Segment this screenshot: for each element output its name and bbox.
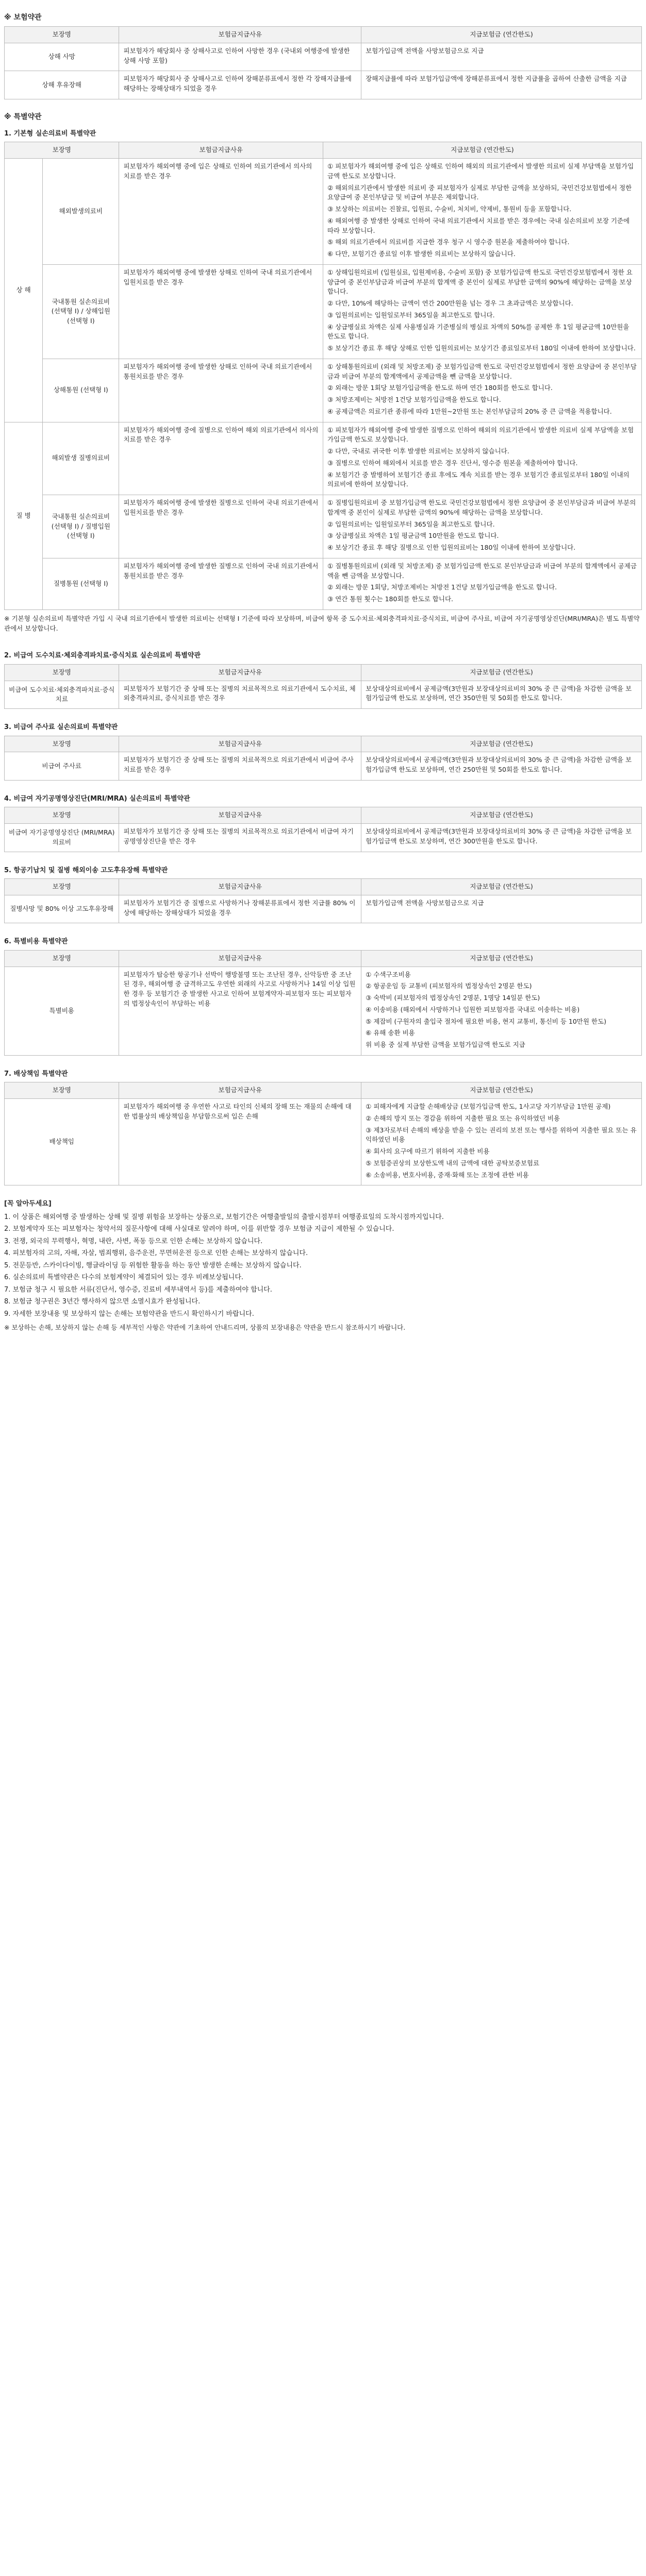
subsection-title: 7. 배상책임 특별약관 <box>4 1070 68 1078</box>
column-header: 지급보험금 (연간한도) <box>361 27 642 43</box>
column-header: 보장명 <box>5 807 119 824</box>
cell-line: 피보험자가 해외여행 중에 발생한 질병으로 인하여 국내 의료기관에서 통원치료를 받은 경우 <box>123 562 319 580</box>
cell-line: ④ 이송비용 (해외에서 사망하거나 입원한 피보험자를 국내로 이송하는 비용) <box>366 1005 580 1013</box>
table-row <box>5 43 642 71</box>
subsection-table <box>4 664 642 709</box>
table-row <box>5 159 642 265</box>
spacer <box>4 637 642 645</box>
cell-line: ⑥ 다만, 보험기간 종료일 이후 발생한 의료비는 보상하지 않습니다. <box>327 250 516 258</box>
cell-line: ③ 보상하는 의료비는 진찰료, 입원료, 수술비, 처치비, 약제비, 통원비 등을 포함합니다. <box>327 205 572 213</box>
table-row <box>5 895 642 923</box>
table-cell <box>119 43 361 71</box>
cell-line: ③ 연간 통원 횟수는 180회를 한도로 합니다. <box>327 595 453 603</box>
table-row <box>5 1099 642 1185</box>
cell-line: ③ 입원의료비는 입원일로부터 365일을 최고한도로 합니다. <box>327 311 495 319</box>
column-header: 보험금지급사유 <box>119 807 361 824</box>
cell-line: ④ 보상기간 종료 후 해당 질병으로 인한 입원의료비는 180일 이내에 한하여 보상합니다. <box>327 544 576 551</box>
table-cell: 상해 사망 <box>5 43 119 71</box>
column-header: 지급보험금 (연간한도) <box>361 736 642 752</box>
column-header: 지급보험금 (연간한도) <box>361 1082 642 1099</box>
table-row <box>5 71 642 99</box>
cell-line: 보험가입금액 전액을 사망보험금으로 지급 <box>366 899 484 907</box>
end-note: ※ 보상하는 손해, 보상하지 않는 손해 등 세부적인 사항은 약관에 기초하여 안내드리며, 상품의 보장내용은 약관을 반드시 참조하시기 바랍니다. <box>4 1324 406 1332</box>
benefit-section-title: ※ 보험약관 <box>4 13 42 22</box>
table-header-row <box>5 807 642 824</box>
column-header: 지급보험금 (연간한도) <box>361 807 642 824</box>
table-cell <box>119 71 361 99</box>
subsection-title: 2. 비급여 도수치료·체외충격파치료·증식치료 실손의료비 특별약관 <box>4 652 201 660</box>
cell-line: ④ 회사의 요구에 따르기 위하여 지출한 비용 <box>366 1147 490 1155</box>
table-row <box>5 681 642 709</box>
table-cell: 질병사망 및 80% 이상 고도후유장해 <box>5 895 119 923</box>
cell-line: ② 외래는 방문 1회당 보험가입금액을 한도로 하며 연간 180회를 한도로 합니다. <box>327 384 553 392</box>
cell-line: ⑤ 보험증권상의 보상한도액 내의 금액에 대한 공탁보증보험료 <box>366 1159 540 1167</box>
table-header-row <box>5 142 642 159</box>
coverage-name: 질병통원 (선택형 I) <box>43 558 119 609</box>
column-header: 보험금지급사유 <box>119 142 323 159</box>
table-row <box>5 824 642 852</box>
cell-line: 보상대상의료비에서 공제금액(3만원과 보장대상의료비의 30% 중 큰 금액)을 차감한 금액을 보험가입금액 한도로 보상하며, 연간 250만원 및 50회를 한도로 합니다. <box>366 756 632 773</box>
reason-cell <box>119 495 323 558</box>
cell-line: 피보험자가 해외여행 중에 발생한 상해로 인하여 국내 의료기관에서 통원치료를 받은 경우 <box>123 362 312 380</box>
cell-line: ① 상해통원의료비 (외래 및 처방조제) 중 보험가입금액 한도로 국민건강보험법에서 정한 요양급여 중 본인부담금과 비급여 부분의 합계액에서 공제금액을 뺀 금액을 보상합니다. <box>327 362 637 380</box>
table-cell: 비급여 자기공명영상진단 (MRI/MRA) 의료비 <box>5 824 119 852</box>
cell-line: ⑤ 해외 의료기관에서 의료비를 지급한 경우 청구 시 영수증 원본을 제출하여야 합니다. <box>327 238 570 246</box>
table-row <box>5 422 642 495</box>
column-header: 지급보험금 (연간한도) <box>323 142 641 159</box>
cell-line: 피보험자가 해당회사 중 상해사고로 인하여 사망한 경우 (국내외 여행중에 발생한 상해 사망 포함) <box>123 46 350 64</box>
payment-cell <box>323 359 641 422</box>
footnote-item: 6. 실손의료비 특별약관은 다수의 보험계약이 체결되어 있는 경우 비례보상됩니다. <box>4 1274 244 1282</box>
table-cell: 특별비용 <box>5 967 119 1055</box>
benefit-table <box>4 26 642 99</box>
footnote-list <box>4 1212 642 1319</box>
footnote-item: 3. 전쟁, 외국의 무력행사, 혁명, 내란, 사변, 폭동 등으로 인한 손해는 보상하지 않습니다. <box>4 1237 263 1245</box>
coverage-name: 해외발생 질병의료비 <box>43 422 119 495</box>
table-cell <box>361 752 642 781</box>
cell-line: ① 피보험자가 해외여행 중에 입은 상해로 인하여 해외의 의료기관에서 발생한 의료비 실제 부담액을 보험가입금액 한도로 보상합니다. <box>327 162 634 180</box>
table-header-row <box>5 1082 642 1099</box>
cell-line: ② 입원의료비는 입원일로부터 365일을 최고한도로 합니다. <box>327 520 495 528</box>
footnote-item: 7. 보험금 청구 시 필요한 서류(진단서, 영수증, 진료비 세부내역서 등)를 제출하여야 합니다. <box>4 1285 272 1294</box>
special-basic-table <box>4 142 642 610</box>
reason-cell <box>119 558 323 609</box>
cell-line: ⑥ 소송비용, 변호사비용, 중재·화해 또는 조정에 관한 비용 <box>366 1171 529 1179</box>
payment-cell <box>323 558 641 609</box>
cell-line: 보험가입금액 전액을 사망보험금으로 지급 <box>366 46 484 55</box>
table-cell: 상해 후유장해 <box>5 71 119 99</box>
cell-line: ① 질병입원의료비 중 보험가입금액 한도로 국민건강보험법에서 정한 요양급여 중 본인부담금과 비급여 부분의 합계액 중 본인이 실제로 부담한 금액의 90%에 해당하는 금액을 보상합니다. <box>327 499 636 516</box>
spacer <box>4 923 642 930</box>
table-cell <box>361 967 642 1055</box>
cell-line: ① 상해입원의료비 (입원실료, 입원제비용, 수술비 포함) 중 보험가입금액 한도로 국민건강보험법에서 정한 요양급여 중 본인부담금과 비급여 부분의 합계액 중 본인이 실제로 부담한 금액의 90%에 해당하는 금액을 보상합니다. <box>327 268 633 296</box>
cell-line: 보상대상의료비에서 공제금액(3만원과 보장대상의료비의 30% 중 큰 금액)을 차감한 금액을 보험가입금액 한도로 보상하며, 연간 350만원 및 50회를 한도로 합니다. <box>366 684 632 702</box>
table-header-row <box>5 27 642 43</box>
cell-line: ① 피해자에게 지급할 손해배상금 (보험가입금액 한도, 1사고당 자기부담금 1만원 공제) <box>366 1103 611 1110</box>
table-cell <box>119 824 361 852</box>
cell-line: ① 수색구조비용 <box>366 970 411 978</box>
table-row <box>5 359 642 422</box>
table-row <box>5 558 642 609</box>
column-header: 보장명 <box>5 879 119 895</box>
cell-line: ③ 숙박비 (피보험자의 법정상속인 2명분, 1명당 14일분 한도) <box>366 994 540 1002</box>
cell-line: ⑥ 유해 송환 비용 <box>366 1029 415 1037</box>
subsection-table <box>4 950 642 1056</box>
subsection-title: 4. 비급여 자기공명영상진단(MRI/MRA) 실손의료비 특별약관 <box>4 794 190 803</box>
cell-line: 피보험자가 해외여행 중에 입은 상해로 인하여 의료기관에서 의사의 치료를 받은 경우 <box>123 162 312 180</box>
spacer <box>4 852 642 859</box>
column-header: 보험금지급사유 <box>119 1082 361 1099</box>
cell-line: ④ 보험기간 중 발병하여 보험기간 종료 후에도 계속 치료를 받는 경우 보험기간 종료일로부터 180일 이내의 의료비에 한하여 보상합니다. <box>327 470 630 488</box>
cell-line: ① 질병통원의료비 (외래 및 처방조제) 중 보험가입금액 한도로 본인부담금과 비급여 부분의 합계액에서 공제금액을 뺀 금액을 보상합니다. <box>327 562 637 580</box>
column-header: 보장명 <box>5 1082 119 1099</box>
payment-cell <box>323 422 641 495</box>
table-cell: 배상책임 <box>5 1099 119 1185</box>
table-cell <box>119 895 361 923</box>
footnotes-title: [꼭 알아두세요] <box>4 1200 52 1208</box>
reason-cell <box>119 264 323 359</box>
cell-line: 피보험자가 보험기간 중 상해 또는 질병의 치료목적으로 의료기관에서 비급여 주사치료를 받은 경우 <box>123 756 354 773</box>
column-header: 보장명 <box>5 664 119 681</box>
cell-line: 피보험자가 해외여행 중 우연한 사고로 타인의 신체의 장해 또는 재물의 손해에 대한 법률상의 배상책임을 부담함으로써 입은 손해 <box>123 1103 352 1120</box>
spacer <box>4 709 642 716</box>
cell-line: 위 비용 중 실제 부담한 금액을 보험가입금액 한도로 지급 <box>366 1041 525 1048</box>
table-cell <box>119 681 361 709</box>
table-row <box>5 495 642 558</box>
reason-cell <box>119 359 323 422</box>
table-cell <box>361 71 642 99</box>
subsection-table <box>4 736 642 781</box>
subsection-title: 3. 비급여 주사료 실손의료비 특별약관 <box>4 723 118 731</box>
table-cell <box>361 824 642 852</box>
subsection-title: 6. 특별비용 특별약관 <box>4 938 68 946</box>
table-header-row <box>5 664 642 681</box>
cell-line: ④ 공제금액은 의료기관 종류에 따라 1만원~2만원 또는 본인부담금의 20% 중 큰 금액을 적용합니다. <box>327 407 612 415</box>
footnote-item: 2. 보험계약자 또는 피보험자는 청약서의 질문사항에 대해 사실대로 알려야 하며, 이를 위반할 경우 보험금 지급이 제한될 수 있습니다. <box>4 1225 394 1233</box>
table-header-row <box>5 950 642 967</box>
cell-line: ③ 질병으로 인하여 해외에서 치료를 받은 경우 진단서, 영수증 원본을 제출하여야 합니다. <box>327 459 578 467</box>
cell-line: 피보험자가 보험기간 중 질병으로 사망하거나 장해분류표에서 정한 지급률 80% 이상에 해당하는 장해상태가 되었을 경우 <box>123 899 356 917</box>
cell-line: ④ 상급병실료 차액은 실제 사용병실과 기준병실의 병실료 차액의 50%를 공제한 후 1일 평균금액 10만원을 한도로 합니다. <box>327 323 630 341</box>
cell-line: 피보험자가 탑승한 항공기나 선박이 행방불명 또는 조난된 경우, 산악등반 중 조난된 경우, 해외여행 중 급격하고도 우연한 외래의 사고로 사망하거나 14일 이상 입원한 경우 등 보험기간 중 발생한 사고로 인하여 보험계약자·피보험자 또는 피보험자의 법정상속인이 부담하는 비용 <box>123 970 356 1007</box>
spacer <box>4 1056 642 1063</box>
table-cell <box>361 43 642 71</box>
special-note: ※ 기본형 실손의료비 특별약관 가입 시 국내 의료기관에서 발생한 의료비는 선택형 I 기준에 따라 보상하며, 비급여 항목 중 도수치료·체외충격파치료·증식치료, 비급여 주사료, 비급여 자기공명영상진단(MRI/MRA)은 별도 특별약관에서 보상합니다. <box>4 614 640 632</box>
column-header: 보장명 <box>5 736 119 752</box>
cell-line: ② 다만, 국내로 귀국한 이후 발생한 의료비는 보상하지 않습니다. <box>327 447 509 455</box>
column-header: 보험금지급사유 <box>119 736 361 752</box>
cell-line: ② 손해의 방지 또는 경감을 위하여 지출한 필요 또는 유익하였던 비용 <box>366 1114 560 1122</box>
coverage-name: 국내통원 실손의료비 (선택형 I) / 상해입원 (선택형 I) <box>43 264 119 359</box>
subsection-table <box>4 878 642 923</box>
payment-cell <box>323 495 641 558</box>
payment-cell <box>323 264 641 359</box>
table-row <box>5 752 642 781</box>
cell-line: ② 해외의료기관에서 발생한 의료비 중 피보험자가 실제로 부담한 금액을 보상하되, 국민건강보험법에서 정한 요양급여 중 본인부담금 및 비급여 부분은 제외합니다. <box>327 183 632 201</box>
table-row <box>5 264 642 359</box>
cell-line: ④ 해외여행 중 발생한 상해로 인하여 국내 의료기관에서 치료를 받은 경우에는 국내 실손의료비 보장 기준에 따라 보상합니다. <box>327 216 630 234</box>
cell-line: ③ 제3자로부터 손해의 배상을 받을 수 있는 권리의 보전 또는 행사를 위하여 지출한 필요 또는 유익하였던 비용 <box>366 1126 637 1144</box>
coverage-name: 해외발생의료비 <box>43 159 119 265</box>
column-header: 보험금지급사유 <box>119 27 361 43</box>
cell-line: ① 피보험자가 해외여행 중에 발생한 질병으로 인하여 해외의 의료기관에서 발생한 의료비 실제 부담액을 보험가입금액 한도로 보상합니다. <box>327 426 634 444</box>
coverage-name: 국내통원 실손의료비 (선택형 I) / 질병입원 (선택형 I) <box>43 495 119 558</box>
column-header: 지급보험금 (연간한도) <box>361 879 642 895</box>
special-section-title: ※ 특별약관 <box>4 112 42 121</box>
cell-line: 피보험자가 보험기간 중 상해 또는 질병의 치료목적으로 의료기관에서 도수치료, 체외충격파치료, 증식치료를 받은 경우 <box>123 684 356 702</box>
column-header: 보험금지급사유 <box>119 950 361 967</box>
special-subsection-title: 1. 기본형 실손의료비 특별약관 <box>4 129 96 138</box>
column-header: 보험금지급사유 <box>119 664 361 681</box>
table-cell <box>119 752 361 781</box>
cell-line: ② 외래는 방문 1회당, 처방조제비는 처방전 1건당 보험가입금액을 한도로 합니다. <box>327 583 557 591</box>
spacer <box>4 1185 642 1193</box>
table-row <box>5 967 642 1055</box>
cell-line: 피보험자가 해외여행 중에 발생한 상해로 인하여 국내 의료기관에서 입원치료를 받은 경우 <box>123 268 312 286</box>
cell-line: 피보험자가 해외여행 중에 질병으로 인하여 해외 의료기관에서 의사의 치료를 받은 경우 <box>123 426 319 444</box>
reason-cell <box>119 422 323 495</box>
footnote-item: 1. 이 상품은 해외여행 중 발생하는 상해 및 질병 위험을 보장하는 상품으로, 보험기간은 여행출발일의 출발시점부터 여행종료일의 도착시점까지입니다. <box>4 1213 444 1221</box>
cell-line: ⑤ 보상기간 종료 후 해당 상해로 인한 입원의료비는 보상기간 종료일로부터 180일 이내에 한하여 보상합니다. <box>327 344 636 352</box>
table-cell: 비급여 주사료 <box>5 752 119 781</box>
table-cell <box>361 681 642 709</box>
subsection-title: 5. 항공기납치 및 질병 해외이송 고도후유장해 특별약관 <box>4 866 168 874</box>
table-cell <box>361 1099 642 1185</box>
cell-line: 피보험자가 보험기간 중 상해 또는 질병의 치료목적으로 의료기관에서 비급여 자기공명영상진단을 받은 경우 <box>123 827 354 845</box>
group-label: 상 해 <box>5 159 43 422</box>
table-cell <box>361 895 642 923</box>
table-header-row <box>5 879 642 895</box>
table-cell: 비급여 도수치료·체외충격파치료·증식치료 <box>5 681 119 709</box>
column-header: 보장명 <box>5 142 119 159</box>
group-label: 질 병 <box>5 422 43 609</box>
cell-line: ③ 처방조제비는 처방전 1건당 보험가입금액을 한도로 합니다. <box>327 396 501 403</box>
cell-line: 보상대상의료비에서 공제금액(3만원과 보장대상의료비의 30% 중 큰 금액)을 차감한 금액을 보험가입금액 한도로 보상하며, 연간 300만원을 한도로 합니다. <box>366 827 632 845</box>
table-cell <box>119 1099 361 1185</box>
cell-line: ② 항공운임 등 교통비 (피보험자의 법정상속인 2명분 한도) <box>366 982 532 990</box>
payment-cell <box>323 159 641 265</box>
cell-line: 장해지급률에 따라 보험가입금액에 장해분류표에서 정한 지급률을 곱하여 산출한 금액을 지급 <box>366 75 627 83</box>
footnote-item: 9. 자세한 보장내용 및 보상하지 않는 손해는 보험약관을 반드시 확인하시기 바랍니다. <box>4 1310 254 1318</box>
coverage-name: 상해통원 (선택형 I) <box>43 359 119 422</box>
footnote-item: 4. 피보험자의 고의, 자해, 자살, 범죄행위, 음주운전, 무면허운전 등으로 인한 손해는 보상하지 않습니다. <box>4 1249 308 1258</box>
column-header: 보험금지급사유 <box>119 879 361 895</box>
cell-line: ③ 상급병실료 차액은 1일 평균금액 10만원을 한도로 합니다. <box>327 532 499 540</box>
cell-line: ⑤ 제잡비 (구원자의 출입국 절차에 필요한 비용, 현지 교통비, 통신비 등 10만원 한도) <box>366 1017 606 1025</box>
column-header: 보장명 <box>5 27 119 43</box>
reason-cell <box>119 159 323 265</box>
table-cell <box>119 967 361 1055</box>
spacer <box>4 99 642 107</box>
cell-line: 피보험자가 해당회사 중 상해사고로 인하여 장해분류표에서 정한 각 장해지급률에 해당하는 장해상태가 되었을 경우 <box>123 75 352 92</box>
footnote-item: 5. 전문등반, 스카이다이빙, 행글라이딩 등 위험한 활동을 하는 동안 발생한 손해는 보상하지 않습니다. <box>4 1261 302 1269</box>
footnotes <box>4 1199 642 1333</box>
subsection-table <box>4 1082 642 1185</box>
spacer <box>4 781 642 788</box>
column-header: 지급보험금 (연간한도) <box>361 664 642 681</box>
column-header: 보장명 <box>5 950 119 967</box>
table-header-row <box>5 736 642 752</box>
subsection-table <box>4 807 642 852</box>
column-header: 지급보험금 (연간한도) <box>361 950 642 967</box>
cell-line: ② 다만, 10%에 해당하는 금액이 연간 200만원을 넘는 경우 그 초과금액은 보상합니다. <box>327 299 573 307</box>
footnote-item: 8. 보험금 청구권은 3년간 행사하지 않으면 소멸시효가 완성됩니다. <box>4 1298 201 1306</box>
cell-line: 피보험자가 해외여행 중에 발생한 질병으로 인하여 국내 의료기관에서 입원치료를 받은 경우 <box>123 499 319 516</box>
